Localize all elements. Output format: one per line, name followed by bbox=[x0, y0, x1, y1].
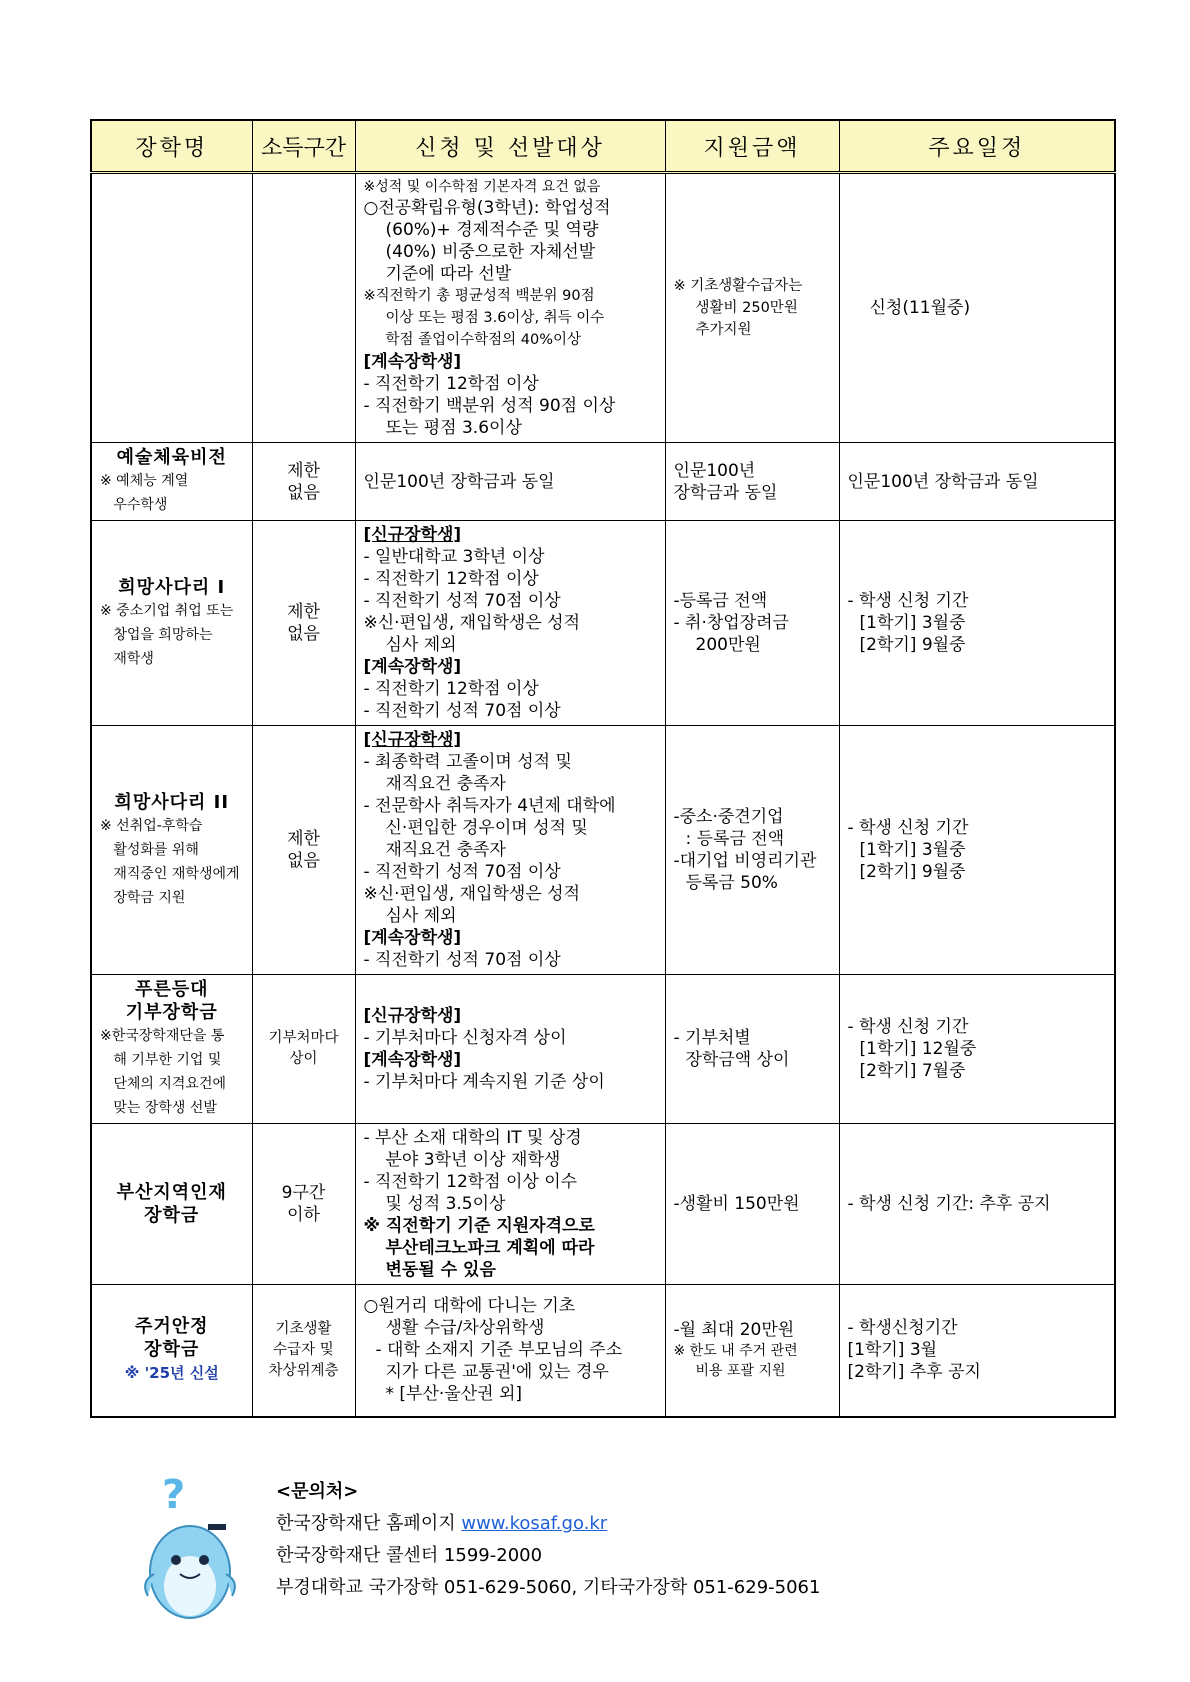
amount-line: 등록금 50% bbox=[685, 873, 778, 893]
eligibility-line: ※성적 및 이수학점 기본자격 요건 없음 bbox=[363, 179, 601, 195]
income-bracket-cell bbox=[252, 173, 355, 443]
contact-school: 부경대학교 국가장학 051-629-5060, 기타국가장학 051-629-5061 bbox=[276, 1577, 821, 1598]
eligibility-cell bbox=[355, 726, 665, 975]
scholarship-title: 푸른등대 bbox=[134, 979, 209, 1000]
scholarship-title: 장학금 bbox=[144, 1339, 200, 1361]
schedule-cell bbox=[839, 521, 1115, 726]
table-row bbox=[91, 726, 1115, 975]
schedule-cell bbox=[839, 443, 1115, 521]
eligibility-cell bbox=[355, 1285, 665, 1417]
schedule-line: 신청(11월중) bbox=[869, 298, 971, 318]
table-row bbox=[91, 975, 1115, 1124]
eligibility-line: [계속장학생] bbox=[363, 928, 462, 948]
income-text: 차상위계층 bbox=[268, 1362, 339, 1379]
eligibility-line: ※직전학기 총 평균성적 백분위 90점 bbox=[363, 288, 595, 304]
scholarship-name-cell bbox=[91, 975, 252, 1124]
schedule-line: - 학생신청기간 bbox=[847, 1318, 958, 1339]
amount-line: 장학금과 동일 bbox=[673, 482, 778, 503]
eligibility-line: 부산테크노파크 계획에 따라 bbox=[385, 1238, 595, 1258]
eligibility-line: 분야 3학년 이상 재학생 bbox=[385, 1150, 561, 1170]
contact-callcenter: 한국장학재단 콜센터 1599-2000 bbox=[276, 1545, 543, 1566]
eligibility-line: (40%) 비중으로한 자체선발 bbox=[385, 242, 596, 262]
table-row bbox=[91, 1124, 1115, 1285]
amount-line: 생활비 250만원 bbox=[695, 300, 798, 316]
eligibility-cell bbox=[355, 1124, 665, 1285]
eligibility-line: 또는 평점 3.6이상 bbox=[385, 418, 522, 438]
income-text: 기부처마다 bbox=[268, 1030, 339, 1046]
scholarship-note: 단체의 지격요건에 bbox=[100, 1076, 226, 1092]
scholarship-note: 해 기부한 기업 및 bbox=[100, 1052, 222, 1068]
eligibility-line: 변동될 수 있음 bbox=[385, 1260, 496, 1280]
eligibility-line: 이상 또는 평점 3.6이상, 취득 이수 bbox=[385, 310, 605, 326]
amount-line: 장학금액 상이 bbox=[685, 1050, 790, 1070]
income-text: 없음 bbox=[287, 624, 320, 644]
eligibility-line: - 기부처마다 신청자격 상이 bbox=[363, 1028, 567, 1048]
table-row bbox=[91, 1285, 1115, 1417]
whale-mascot-icon bbox=[134, 1474, 246, 1624]
income-bracket-cell bbox=[252, 1285, 355, 1417]
schedule-cell bbox=[839, 726, 1115, 975]
eligibility-line: 학점 졸업이수학점의 40%이상 bbox=[385, 332, 582, 348]
table-body bbox=[91, 173, 1115, 1417]
amount-cell bbox=[665, 975, 839, 1124]
amount-line: -대기업 비영리기관 bbox=[673, 851, 817, 871]
eligibility-line: 재직요건 충족자 bbox=[385, 774, 506, 794]
amount-line: 200만원 bbox=[695, 635, 761, 655]
eligibility-line: [신규장학생] bbox=[363, 525, 462, 545]
income-text: 9구간 bbox=[281, 1183, 326, 1203]
schedule-line: [2학기] 9월중 bbox=[859, 635, 966, 655]
eligibility-line: - 직전학기 12학점 이상 bbox=[363, 569, 539, 589]
schedule-cell bbox=[839, 1124, 1115, 1285]
homepage-link[interactable]: www.kosaf.go.kr bbox=[461, 1513, 608, 1534]
scholarship-note: 장학금 지원 bbox=[100, 889, 186, 906]
eligibility-line: - 전문학사 취득자가 4년제 대학에 bbox=[363, 796, 616, 816]
scholarship-note: 활성화를 위해 bbox=[100, 841, 199, 858]
eligibility-line: - 직전학기 12학점 이상 이수 bbox=[363, 1172, 578, 1192]
eligibility-line: 심사 제외 bbox=[385, 906, 457, 926]
schedule-cell bbox=[839, 173, 1115, 443]
amount-cell bbox=[665, 443, 839, 521]
header-amount: 지원금액 bbox=[665, 120, 839, 173]
income-text: 수급자 및 bbox=[273, 1341, 334, 1358]
eligibility-cell bbox=[355, 521, 665, 726]
amount-line: : 등록금 전액 bbox=[685, 829, 785, 849]
amount-line: 추가지원 bbox=[695, 322, 752, 338]
eligibility-line: 심사 제외 bbox=[385, 635, 457, 655]
eligibility-line: 생활 수급/차상위학생 bbox=[385, 1318, 545, 1339]
schedule-line: [2학기] 추후 공지 bbox=[847, 1362, 981, 1383]
eligibility-cell bbox=[355, 443, 665, 521]
amount-line: -생활비 150만원 bbox=[673, 1194, 800, 1214]
scholarship-title: 기부장학금 bbox=[125, 1002, 218, 1023]
schedule-line: 인문100년 장학금과 동일 bbox=[847, 471, 1039, 492]
eligibility-line: ※신·편입생, 재입학생은 성적 bbox=[363, 884, 581, 904]
scholarship-note: 맞는 장학생 선발 bbox=[100, 1100, 217, 1116]
table-row bbox=[91, 521, 1115, 726]
amount-cell bbox=[665, 173, 839, 443]
scholarship-title: 장학금 bbox=[144, 1205, 200, 1226]
eligibility-line: - 최종학력 고졸이며 성적 및 bbox=[363, 752, 572, 772]
scholarship-name-cell bbox=[91, 521, 252, 726]
contact-homepage bbox=[276, 1508, 820, 1540]
eligibility-line: 신·편입한 경우이며 성적 및 bbox=[385, 818, 588, 838]
schedule-line: [1학기] 3월중 bbox=[859, 613, 966, 633]
scholarship-note: ※ 선취업-후학습 bbox=[100, 817, 203, 834]
schedule-line: [1학기] 12월중 bbox=[859, 1039, 977, 1059]
contact-block bbox=[276, 1476, 820, 1604]
homepage-label: 한국장학재단 홈페이지 bbox=[276, 1513, 456, 1534]
amount-line: -월 최대 20만원 bbox=[673, 1320, 795, 1341]
header-scholarship-name: 장학명 bbox=[91, 120, 252, 173]
amount-line: -등록금 전액 bbox=[673, 591, 768, 611]
table-row bbox=[91, 443, 1115, 521]
eligibility-line: [계속장학생] bbox=[363, 352, 462, 372]
income-bracket-cell bbox=[252, 521, 355, 726]
scholarship-name-cell bbox=[91, 726, 252, 975]
amount-line: ※ 기초생활수급자는 bbox=[673, 278, 803, 294]
income-bracket-cell bbox=[252, 443, 355, 521]
income-text: 제한 bbox=[287, 602, 320, 622]
eligibility-line: - 기부처마다 계속지원 기준 상이 bbox=[363, 1072, 605, 1092]
scholarship-note: 우수학생 bbox=[100, 497, 168, 513]
schedule-line: [1학기] 3월중 bbox=[859, 840, 966, 860]
eligibility-cell bbox=[355, 975, 665, 1124]
income-text: 상이 bbox=[289, 1051, 318, 1067]
eligibility-line: ※신·편입생, 재입학생은 성적 bbox=[363, 613, 581, 633]
income-text: 없음 bbox=[287, 482, 320, 503]
scholarship-title: 희망사다리 I bbox=[118, 576, 226, 598]
eligibility-cell bbox=[355, 173, 665, 443]
eligibility-line: - 직전학기 12학점 이상 bbox=[363, 679, 539, 699]
schedule-line: [2학기] 9월중 bbox=[859, 862, 966, 882]
scholarship-note: ※ 중소기업 취업 또는 bbox=[100, 602, 234, 619]
eligibility-line: * [부산·울산권 외] bbox=[385, 1384, 523, 1405]
income-text: 없음 bbox=[287, 851, 320, 871]
schedule-line: - 학생 신청 기간 bbox=[847, 1017, 969, 1037]
amount-line: ※ 한도 내 주거 관련 bbox=[673, 1343, 798, 1360]
amount-cell bbox=[665, 521, 839, 726]
scholarship-name-cell bbox=[91, 443, 252, 521]
eligibility-line: 재직요건 충족자 bbox=[385, 840, 506, 860]
eligibility-line: 및 성적 3.5이상 bbox=[385, 1194, 506, 1214]
eligibility-line: - 대학 소재지 기준 부모님의 주소 bbox=[375, 1340, 623, 1361]
schedule-line: - 학생 신청 기간 bbox=[847, 591, 969, 611]
scholarship-note: ※ 예체능 계열 bbox=[100, 473, 189, 489]
eligibility-line: - 직전학기 성적 70점 이상 bbox=[363, 701, 561, 721]
schedule-line: - 학생 신청 기간 bbox=[847, 818, 969, 838]
scholarship-note: ※ '25년 신설 bbox=[124, 1364, 219, 1383]
header-schedule: 주요일정 bbox=[839, 120, 1115, 173]
income-bracket-cell bbox=[252, 1124, 355, 1285]
scholarship-note: ※한국장학재단을 통 bbox=[100, 1028, 225, 1044]
eligibility-line: ○원거리 대학에 다니는 기초 bbox=[363, 1296, 576, 1317]
scholarship-title: 부산지역인재 bbox=[116, 1182, 227, 1203]
income-bracket-cell bbox=[252, 726, 355, 975]
eligibility-line: [신규장학생] bbox=[363, 1006, 462, 1026]
header-eligibility: 신청 및 선발대상 bbox=[355, 120, 665, 173]
header-income-bracket: 소득구간 bbox=[252, 120, 355, 173]
scholarship-title: 예술체육비전 bbox=[116, 447, 227, 468]
eligibility-line: - 직전학기 백분위 성적 90점 이상 bbox=[363, 396, 616, 416]
amount-line: 인문100년 bbox=[673, 460, 756, 481]
table-header-row bbox=[91, 120, 1115, 173]
scholarship-title: 희망사다리 II bbox=[114, 791, 230, 813]
schedule-cell bbox=[839, 1285, 1115, 1417]
schedule-cell bbox=[839, 975, 1115, 1124]
amount-cell bbox=[665, 1124, 839, 1285]
eligibility-line: 지가 다른 교통권'에 있는 경우 bbox=[385, 1362, 609, 1383]
eligibility-line: 인문100년 장학금과 동일 bbox=[363, 471, 555, 492]
eligibility-line: - 부산 소재 대학의 IT 및 상경 bbox=[363, 1128, 582, 1148]
income-text: 제한 bbox=[287, 829, 320, 849]
eligibility-line: - 직전학기 성적 70점 이상 bbox=[363, 862, 561, 882]
income-text: 기초생활 bbox=[275, 1320, 332, 1337]
contact-title: <문의처> bbox=[276, 1481, 359, 1502]
eligibility-line: ○전공확립유형(3학년): 학업성적 bbox=[363, 198, 611, 218]
eligibility-line: - 직전학기 성적 70점 이상 bbox=[363, 950, 561, 970]
eligibility-line: - 직전학기 12학점 이상 bbox=[363, 374, 539, 394]
scholarship-name-cell bbox=[91, 173, 252, 443]
eligibility-line: [계속장학생] bbox=[363, 1050, 462, 1070]
scholarship-name-cell bbox=[91, 1285, 252, 1417]
eligibility-line: [신규장학생] bbox=[363, 730, 462, 750]
amount-line: -중소·중견기업 bbox=[673, 807, 784, 827]
income-text: 제한 bbox=[287, 460, 320, 481]
eligibility-line: (60%)+ 경제적수준 및 역량 bbox=[385, 220, 599, 240]
svg-text:?: ? bbox=[162, 1474, 186, 1518]
eligibility-line: - 일반대학교 3학년 이상 bbox=[363, 547, 545, 567]
amount-cell bbox=[665, 726, 839, 975]
amount-line: - 취·창업장려금 bbox=[673, 613, 789, 633]
eligibility-line: [계속장학생] bbox=[363, 657, 462, 677]
scholarship-note: 재직중인 재학생에게 bbox=[100, 865, 240, 882]
amount-cell bbox=[665, 1285, 839, 1417]
schedule-line: [1학기] 3월 bbox=[847, 1340, 938, 1361]
eligibility-line: - 직전학기 성적 70점 이상 bbox=[363, 591, 561, 611]
scholarship-note: 창업을 희망하는 bbox=[100, 626, 213, 643]
income-bracket-cell bbox=[252, 975, 355, 1124]
scholarship-table bbox=[90, 119, 1116, 1418]
eligibility-line: ※ 직전학기 기준 지원자격으로 bbox=[363, 1216, 595, 1236]
scholarship-note: 재학생 bbox=[100, 650, 154, 667]
scholarship-name-cell bbox=[91, 1124, 252, 1285]
eligibility-line: 기준에 따라 선발 bbox=[385, 264, 512, 284]
table-row bbox=[91, 173, 1115, 443]
amount-line: - 기부처별 bbox=[673, 1028, 751, 1048]
schedule-line: - 학생 신청 기간: 추후 공지 bbox=[847, 1194, 1051, 1214]
income-text: 이하 bbox=[287, 1205, 320, 1225]
schedule-line: [2학기] 7월중 bbox=[859, 1061, 966, 1081]
amount-line: 비용 포괄 지원 bbox=[695, 1363, 786, 1380]
scholarship-title: 주거안정 bbox=[134, 1316, 209, 1338]
